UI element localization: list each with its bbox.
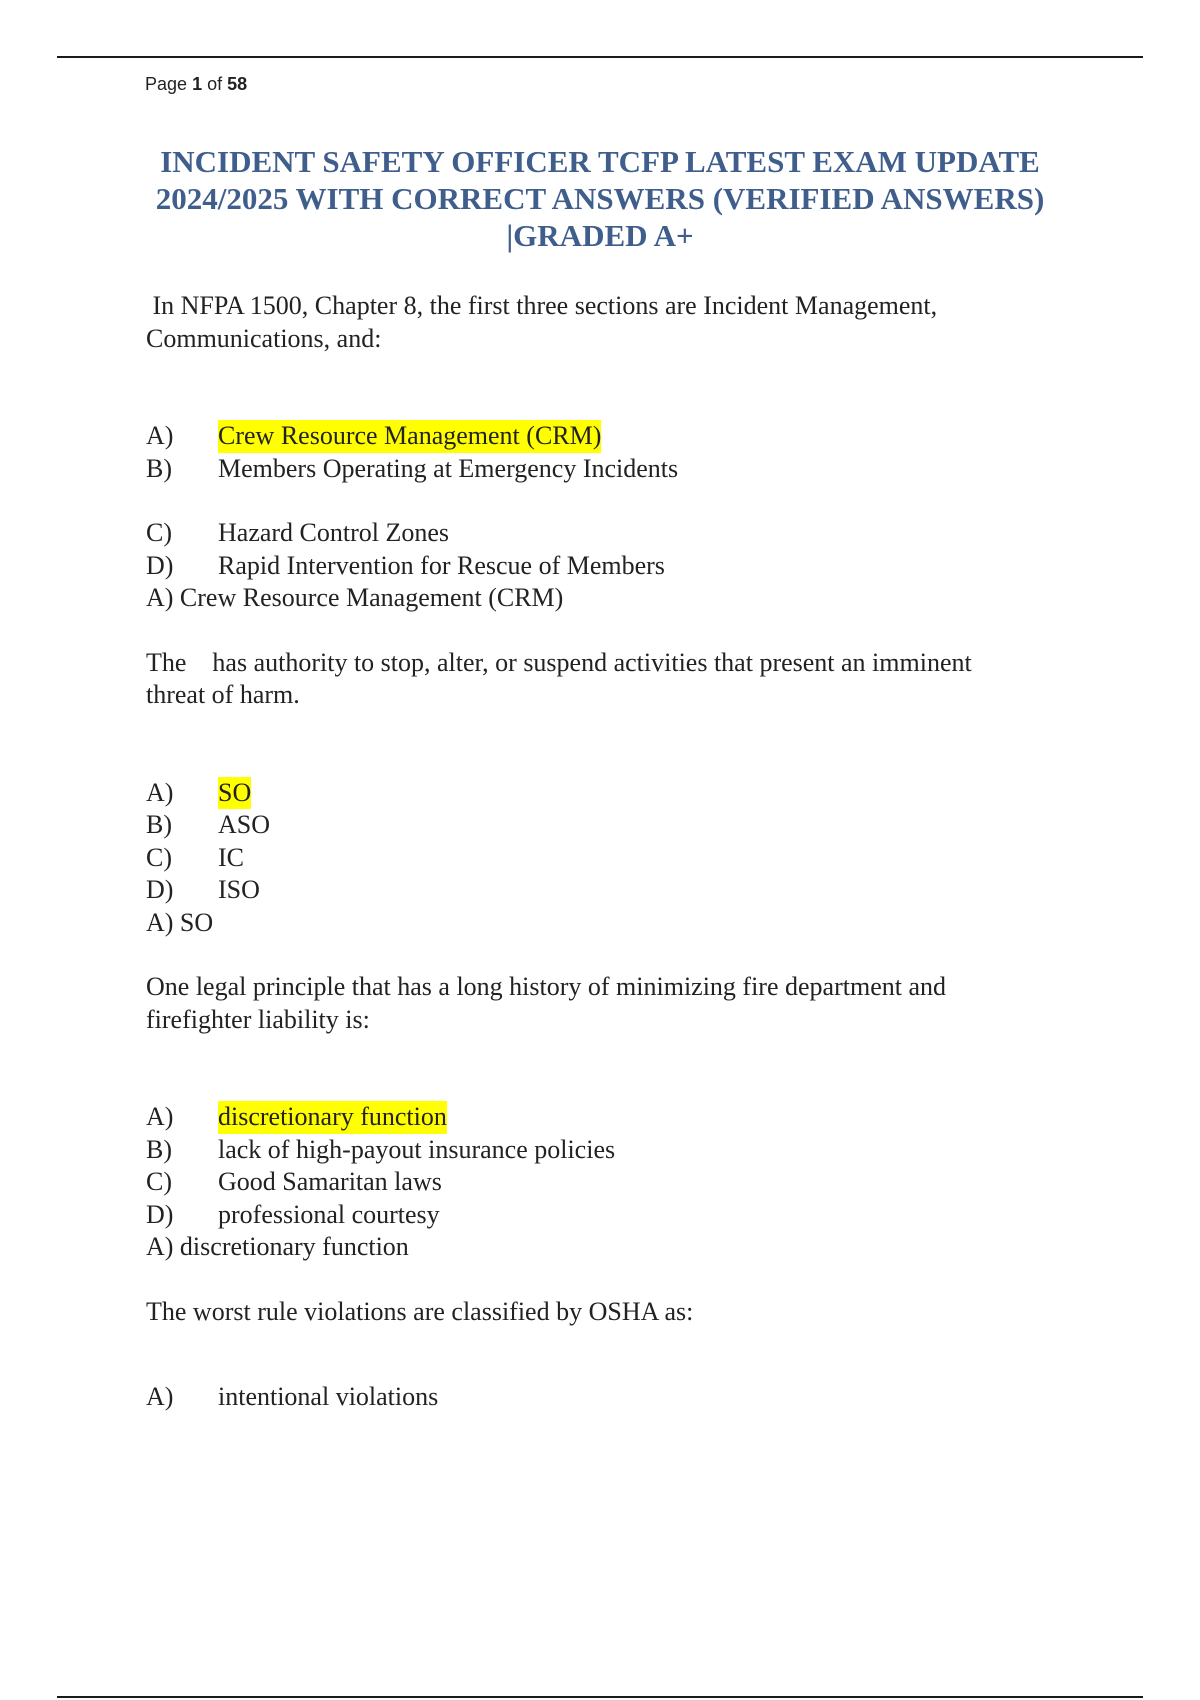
question-text: In NFPA 1500, Chapter 8, the first three sections are Incident Management, Communications, and:: [146, 291, 938, 353]
question-text: The has authority to stop, alter, or suspend activities that present an imminent threat of harm.: [146, 647, 972, 709]
title-line-2: 2024/2025 WITH CORRECT ANSWERS (VERIFIED ANSWERS): [155, 181, 1045, 216]
question-text: The worst rule violations are classified by OSHA as:: [146, 1296, 694, 1326]
highlighted-answer: Crew Resource Management (CRM): [218, 420, 601, 453]
option-b: B) lack of high-payout insurance policies: [146, 1134, 616, 1164]
question-block: [146, 647, 1106, 940]
option-a: A) SO: [146, 777, 1106, 810]
top-rule: [57, 56, 1143, 58]
answer-line: A) Crew Resource Management (CRM): [146, 583, 564, 612]
page-prefix: Page: [145, 74, 188, 94]
option-a: A) intentional violations: [146, 1382, 439, 1411]
option-d: D) ISO: [146, 875, 260, 904]
bottom-rule: [57, 1696, 1143, 1698]
option-c: C) Hazard Control Zones: [146, 518, 450, 547]
highlighted-answer: discretionary function: [218, 1101, 447, 1134]
page-total: 58: [227, 74, 248, 94]
answer-line: A) discretionary function: [146, 1232, 409, 1261]
page-of: of: [207, 74, 223, 94]
option-a: A) discretionary function: [146, 1101, 1106, 1134]
question-block: [146, 971, 1106, 1264]
option-list: [146, 420, 1106, 582]
question-text: One legal principle that has a long history of minimizing fire department and firefighter liability is:: [146, 972, 946, 1034]
questions-content: [146, 290, 1106, 1414]
option-list: [146, 1101, 1106, 1231]
document-title: [110, 143, 1090, 254]
answer-line: A) SO: [146, 907, 214, 937]
question-block: [146, 1296, 1106, 1414]
option-a: A) Crew Resource Management (CRM): [146, 420, 1106, 453]
question-block: [146, 290, 1106, 615]
option-c: C) Good Samaritan laws: [146, 1167, 442, 1196]
page-current: 1: [192, 74, 203, 94]
option-list: [146, 777, 1106, 907]
option-d: D) Rapid Intervention for Rescue of Members: [146, 550, 665, 580]
option-d: D) professional courtesy: [146, 1199, 440, 1229]
page-number: [145, 74, 247, 95]
option-b: B) Members Operating at Emergency Incidents: [146, 453, 679, 483]
title-line-1: INCIDENT SAFETY OFFICER TCFP LATEST EXAM UPDATE: [160, 144, 1040, 179]
highlighted-answer: SO: [218, 777, 251, 810]
option-list: [146, 1381, 1106, 1414]
option-b: B) ASO: [146, 810, 271, 839]
option-c: C) IC: [146, 842, 244, 872]
title-line-3: |GRADED A+: [506, 218, 694, 253]
